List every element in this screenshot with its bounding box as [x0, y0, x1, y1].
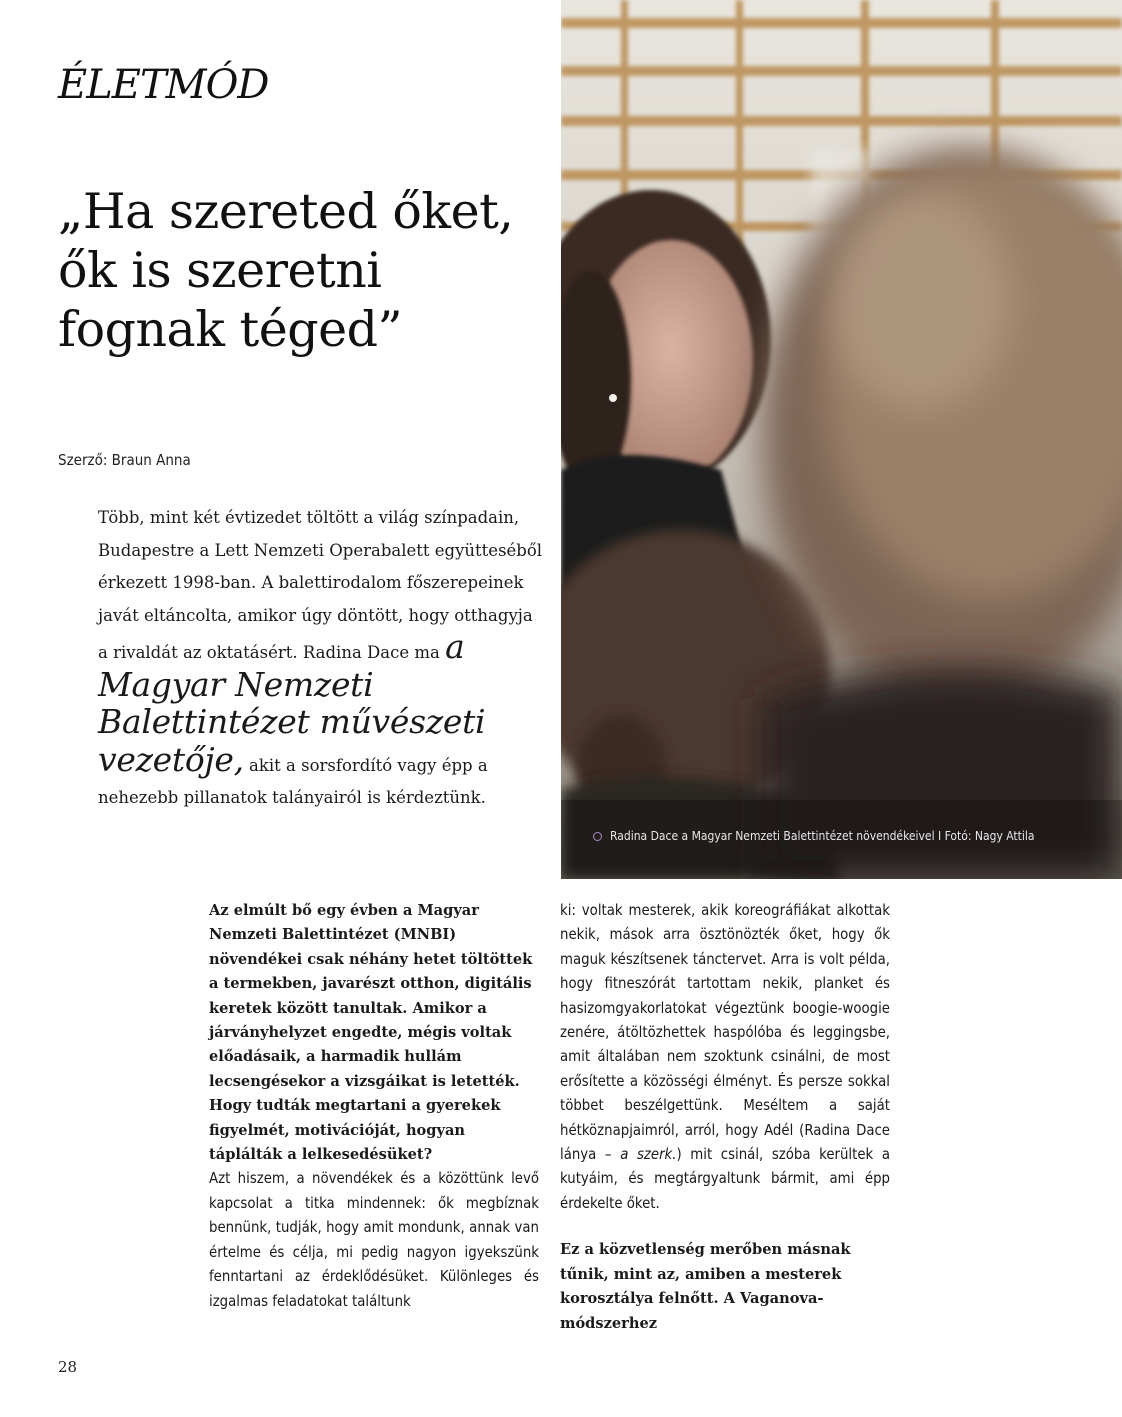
interview-question: Az elmúlt bő egy évben a Magyar Nemzeti Balettintézet (MNBI) növendékei csak néhány hetet töltöttek a termekben, javarészt otthon, digitális keretek között tanultak. Amikor a járványhelyzet engedte, mégis voltak előadásaik, a harmadik hullám lecsengésekor a vizsgáikat is letették. Hogy tudták megtartani a gyerekek figyelmét, motivációját, hogyan táplálták a lelkesedésüket?	[209, 902, 533, 1164]
lead-text-before: Több, mint két évtizedet töltött a világ színpadain, Budapestre a Lett Nemzeti Operabalett együtteséből érkezett 1998-ban. A balettirodalom főszerepeinek javát eltáncolta, amikor úgy döntött, hogy otthagyja a rivaldát az oktatásért. Radina Dace ma	[98, 508, 543, 662]
section-label: ÉLETMÓD	[58, 62, 269, 108]
caption-bullet-icon	[593, 832, 602, 841]
answer-italic: a szerk.	[620, 1146, 677, 1164]
page-number: 28	[58, 1358, 78, 1376]
ballet-students-photo	[561, 0, 1122, 879]
interview-answer-continued	[560, 899, 890, 1216]
author-byline: Szerző: Braun Anna	[58, 451, 191, 469]
photo-caption-text: Radina Dace a Magyar Nemzeti Balettintézet növendékeivel I Fotó: Nagy Attila	[610, 829, 1035, 843]
body-column-left	[209, 899, 539, 1314]
answer-text-before: ki: voltak mesterek, akik koreográfiákat alkottak nekik, mások arra ösztönözték őket, hogy ők maguk készítsenek tánctervet. Arra is volt példa, hogy fitneszórát tartottam nekik, planket és hasizomgyakorlatokat végeztünk boogie-woogie zenére, átöltözhettek haspólóba és leggingsbe, amit általában nem szoktunk csinálni, de most erősítette a közösségi élményt. És persze sokkal többet beszélgettünk. Meséltem a saját hétköznapjaimról, arról, hogy Adél (Radina Dace lánya –	[560, 902, 890, 1164]
interview-answer: Azt hiszem, a növendékek és a közöttünk levő kapcsolat a titka mindennek: ők megbíznak bennünk, tudják, hogy amit mondunk, annak van értelme és célja, mi pedig nagyon igyekszünk fenntartani az érdeklődésüket. Különleges és izgalmas feladatokat találtunk	[209, 1170, 539, 1310]
body-column-right	[560, 899, 890, 1336]
lead-text-after: akit a sorsfordító vagy épp a nehezebb pillanatok talányairól is kérdeztünk.	[98, 755, 488, 807]
photo-caption	[593, 829, 1102, 843]
lead-highlight: a Magyar Nemzeti Balettintézet művészeti vezetője,	[98, 627, 486, 779]
lead-paragraph	[98, 502, 546, 815]
article-photo	[561, 0, 1122, 879]
article-headline: „Ha szereted őket, ők is szeretni fognak téged”	[58, 183, 514, 358]
interview-question-next: Ez a közvetlenség merőben másnak tűnik, mint az, amiben a mesterek korosztálya felnőtt. A Vaganova-módszerhez	[560, 1241, 851, 1332]
answer-text-after: ) mit csinál, szóba kerültek a kutyáim, és megtárgyaltunk bármit, ami épp érdekelte őket.	[560, 1146, 891, 1212]
